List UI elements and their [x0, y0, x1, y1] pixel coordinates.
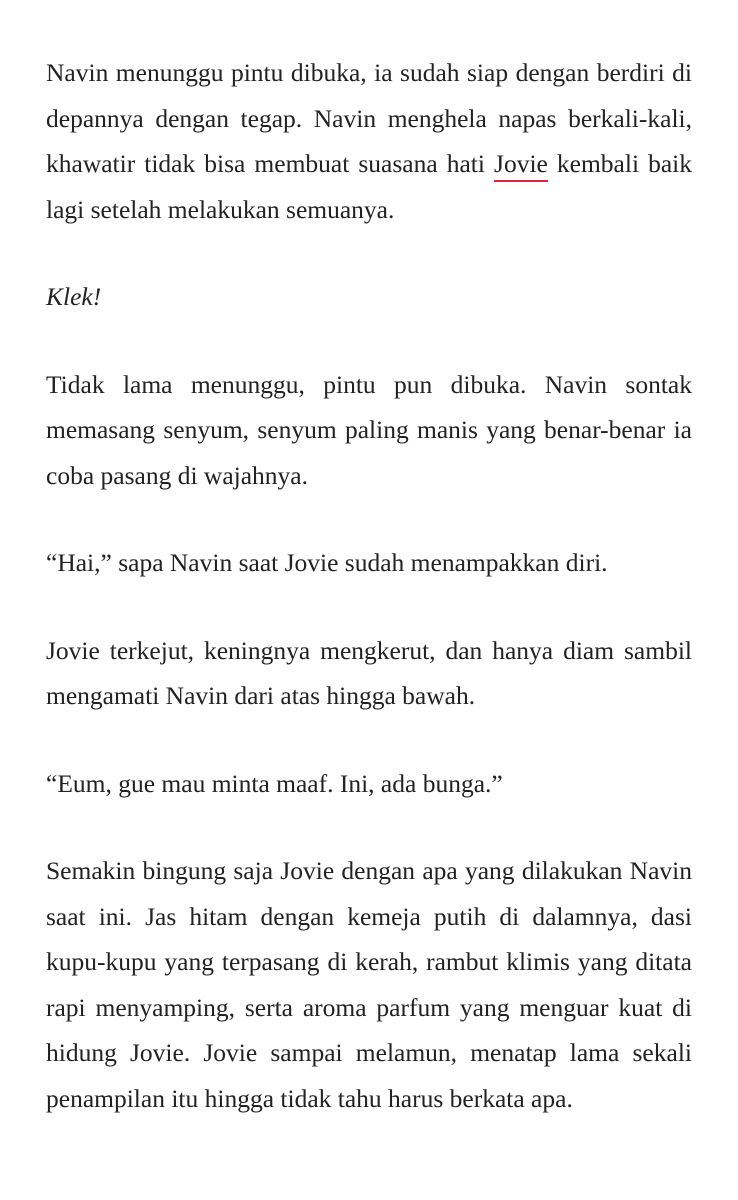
paragraph-1-text-end: kembali baik lagi setelah melakukan semuanya.: [46, 149, 692, 224]
paragraph-5: Jovie terkejut, keningnya mengkerut, dan hanya diam sambil mengamati Navin dari atas hingga bawah.: [46, 635, 692, 710]
paragraph-1: [46, 50, 692, 232]
paragraph-2-sound-effect: Klek!: [46, 282, 102, 311]
character-link-jovie[interactable]: Jovie: [494, 151, 548, 182]
story-content: [46, 50, 692, 1163]
paragraph-7: Semakin bingung saja Jovie dengan apa yang dilakukan Navin saat ini. Jas hitam dengan kemeja putih di dalamnya, dasi kupu-kupu yang terpasang di kerah, rambut klimis yang ditata rapi menyamping, serta aroma parfum yang menguar kuat di hidung Jovie. Jovie sampai melamun, menatap lama sekali penampilan itu hingga tidak tahu harus berkata apa.: [46, 856, 692, 1113]
paragraph-3: Tidak lama menunggu, pintu pun dibuka. Navin sontak memasang senyum, senyum paling manis yang benar-benar ia coba pasang di wajahnya.: [46, 369, 692, 490]
paragraph-1-text-start: Navin menunggu pintu dibuka, ia sudah siap dengan berdiri di depannya dengan tegap. Navin menghela napas berkali-kali, khawatir tidak bisa membuat suasana hati: [46, 58, 692, 178]
paragraph-6-dialogue: “Eum, gue mau minta maaf. Ini, ada bunga.”: [46, 768, 503, 798]
paragraph-4-dialogue: “Hai,” sapa Navin saat Jovie sudah menampakkan diri.: [46, 548, 608, 577]
